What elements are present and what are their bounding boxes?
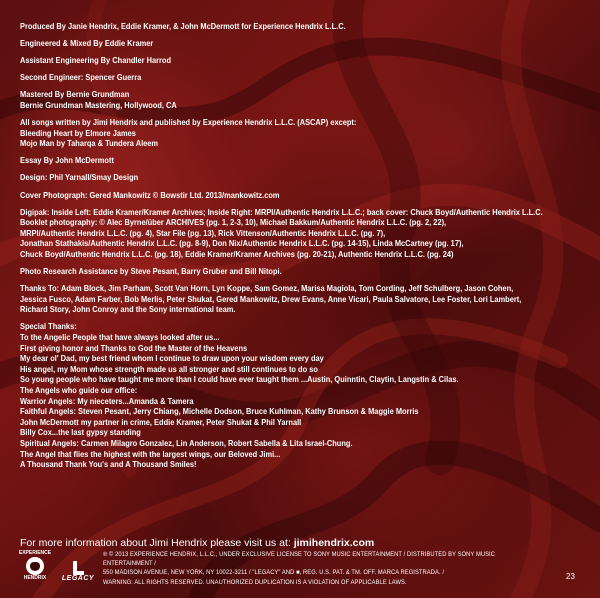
special-thanks-line: First giving honor and Thanks to God the Master of the Heavens bbox=[20, 343, 248, 353]
mastering-line: Bernie Grundman Mastering, Hollywood, CA bbox=[20, 100, 177, 110]
design-credit: Design: Phil Yarnall/Smay Design bbox=[20, 173, 139, 183]
songwriting-line: Mojo Man by Taharqa & Tundera Aleem bbox=[20, 139, 159, 149]
photography-line: Chuck Boyd/Authentic Hendrix L.L.C. (pg. 18), Eddie Kramer/Kramer Archives (pg. 20-21), Authentic Hendrix L.L.C. (pg. 24) bbox=[20, 250, 454, 259]
photography-line: Booklet photography: © Alec Byrne/über ARCHIVES (pg. 1, 2-3, 10), Michael Bakkum/Authentic Hendrix L.L.C. (pg. 2, 22), bbox=[20, 218, 447, 228]
thanks-line: Thanks To: Adam Block, Jim Parham, Scott Van Horn, Lyn Koppe, Sam Gomez, Marisa Magiola, Tom Cording, Jeff Schulberg, Jason Cohen, bbox=[20, 284, 514, 294]
special-thanks-line: Billy Cox...the last gypsy standing bbox=[20, 428, 141, 438]
songwriting-line: All songs written by Jimi Hendrix and published by Experience Hendrix L.L.C. (ASCAP) except: bbox=[20, 118, 357, 128]
photography-line: Digipak: Inside Left: Eddie Kramer/Kramer Archives; Inside Right: MRPI/Authentic Hendrix L.L.C.; back cover: Chuck Boyd/Authentic Hendrix L.L.C. bbox=[20, 207, 543, 217]
website-info bbox=[20, 537, 374, 549]
photography-line: MRPI/Authentic Hendrix L.L.C. (pg. 4), Star File (pg. 13), Rick Vittenson/Authentic Hendrix L.L.C. (pg. 7), bbox=[20, 228, 386, 238]
special-thanks-line: The Angel that flies the highest with the largest wings, our Beloved Jimi... bbox=[20, 449, 281, 459]
website-info-text: For more information about Jimi Hendrix please visit us at: bbox=[20, 537, 291, 549]
photography-line: Jonathan Stathakis/Authentic Hendrix L.L.C. (pg. 8-9), Don Nix/Authentic Hendrix L.L.C. (pg. 14-15), Linda McCartney (pg. 17), bbox=[20, 239, 464, 249]
special-thanks-line: Spiritual Angels: Carmen Milagro Gonzalez, Lin Anderson, Robert Sabella & Lita Israel-Chung. bbox=[20, 439, 353, 448]
photography-credits bbox=[20, 208, 544, 261]
special-thanks-line: A Thousand Thank You's and A Thousand Smiles! bbox=[20, 460, 197, 470]
legal-notice bbox=[103, 551, 545, 588]
thanks-block bbox=[20, 284, 544, 316]
special-thanks-line: So young people who have taught me more than I could have ever taught them ...Austin, Quinntin, Claytin, Langstin & Cilas. bbox=[20, 375, 459, 385]
experience-logo-top-text: EXPERIENCE bbox=[18, 550, 52, 556]
mastering-credit bbox=[20, 90, 544, 111]
thanks-line: Richard Story, John Conroy and the Sony international team. bbox=[20, 305, 236, 315]
songwriting-line: Bleeding Heart by Elmore James bbox=[20, 128, 136, 138]
special-thanks-line: Faithful Angels: Steven Pesant, Jerry Chiang, Michelle Dodson, Bruce Kuhlman, Kathy Brunson & Maggie Morris bbox=[20, 407, 419, 417]
special-thanks-line: To the Angelic People that have always looked after us... bbox=[20, 333, 220, 343]
hendrix-silhouette-icon bbox=[26, 557, 44, 575]
mastering-line: Mastered By Bernie Grundman bbox=[20, 90, 130, 100]
special-thanks-line: His angel, my Mom whose strength made us all stronger and still continues to do so bbox=[20, 364, 318, 374]
legal-line: 550 MADISON AVENUE, NEW YORK, NY 10022-3211 / "LEGACY" AND ■, REG. U.S. PAT. & TM. OFF. MARCA REGISTRADA. / bbox=[103, 570, 445, 577]
legacy-l-icon bbox=[71, 561, 85, 575]
special-thanks-line: My dear ol' Dad, my best friend whom I continue to draw upon your wisdom every day bbox=[20, 354, 324, 364]
experience-hendrix-logo bbox=[18, 551, 52, 587]
cover-photo-credit: Cover Photograph: Gered Mankowitz © Bowstir Ltd. 2013/mankowitz.com bbox=[20, 190, 280, 200]
photo-research-credit: Photo Research Assistance by Steve Pesant, Barry Gruber and Bill Nitopi. bbox=[20, 267, 282, 277]
engineer-credit: Engineered & Mixed By Eddie Kramer bbox=[20, 39, 154, 49]
special-thanks-block bbox=[20, 322, 544, 470]
website-link[interactable]: jimihendrix.com bbox=[293, 537, 375, 549]
legacy-logo-text: LEGACY bbox=[61, 575, 95, 582]
credits-block bbox=[20, 22, 544, 477]
special-thanks-line: The Angels who guide our office: bbox=[20, 386, 138, 396]
special-thanks-line: Warrior Angels: My nieceters...Amanda & Tamera bbox=[20, 396, 194, 406]
producer-credit: Produced By Janie Hendrix, Eddie Kramer, & John McDermott for Experience Hendrix L.L.C. bbox=[20, 22, 346, 31]
legal-line: ℗ © 2013 EXPERIENCE HENDRIX, L.L.C., UNDER EXCLUSIVE LICENSE TO SONY MUSIC ENTERTAINMENT / DISTRIBUTED BY SONY MUSIC ENTERTAINMENT / bbox=[103, 552, 495, 568]
legal-line: WARNING: ALL RIGHTS RESERVED. UNAUTHORIZED DUPLICATION IS A VIOLATION OF APPLICABLE LAWS. bbox=[103, 579, 407, 586]
assistant-engineer-credit: Assistant Engineering By Chandler Harrod bbox=[20, 56, 172, 66]
label-logos bbox=[18, 551, 98, 591]
legacy-logo bbox=[60, 561, 96, 587]
special-thanks-heading: Special Thanks: bbox=[20, 322, 77, 332]
special-thanks-line: John McDermott my partner in crime, Eddie Kramer, Peter Shukat & Phil Yarnall bbox=[20, 417, 302, 427]
page-number: 23 bbox=[566, 572, 575, 581]
thanks-line: Jessica Fusco, Adam Farber, Bob Merlis, Peter Shukat, Gered Mankowitz, Drew Evans, Anne Vicari, Paula Salvatore, Lee Foster, Lori Lambert, bbox=[20, 294, 522, 304]
second-engineer-credit: Second Engineer: Spencer Guerra bbox=[20, 73, 142, 83]
songwriting-credit bbox=[20, 118, 544, 150]
essay-credit: Essay By John McDermott bbox=[20, 156, 114, 166]
experience-logo-bottom-text: HENDRIX bbox=[23, 574, 47, 581]
